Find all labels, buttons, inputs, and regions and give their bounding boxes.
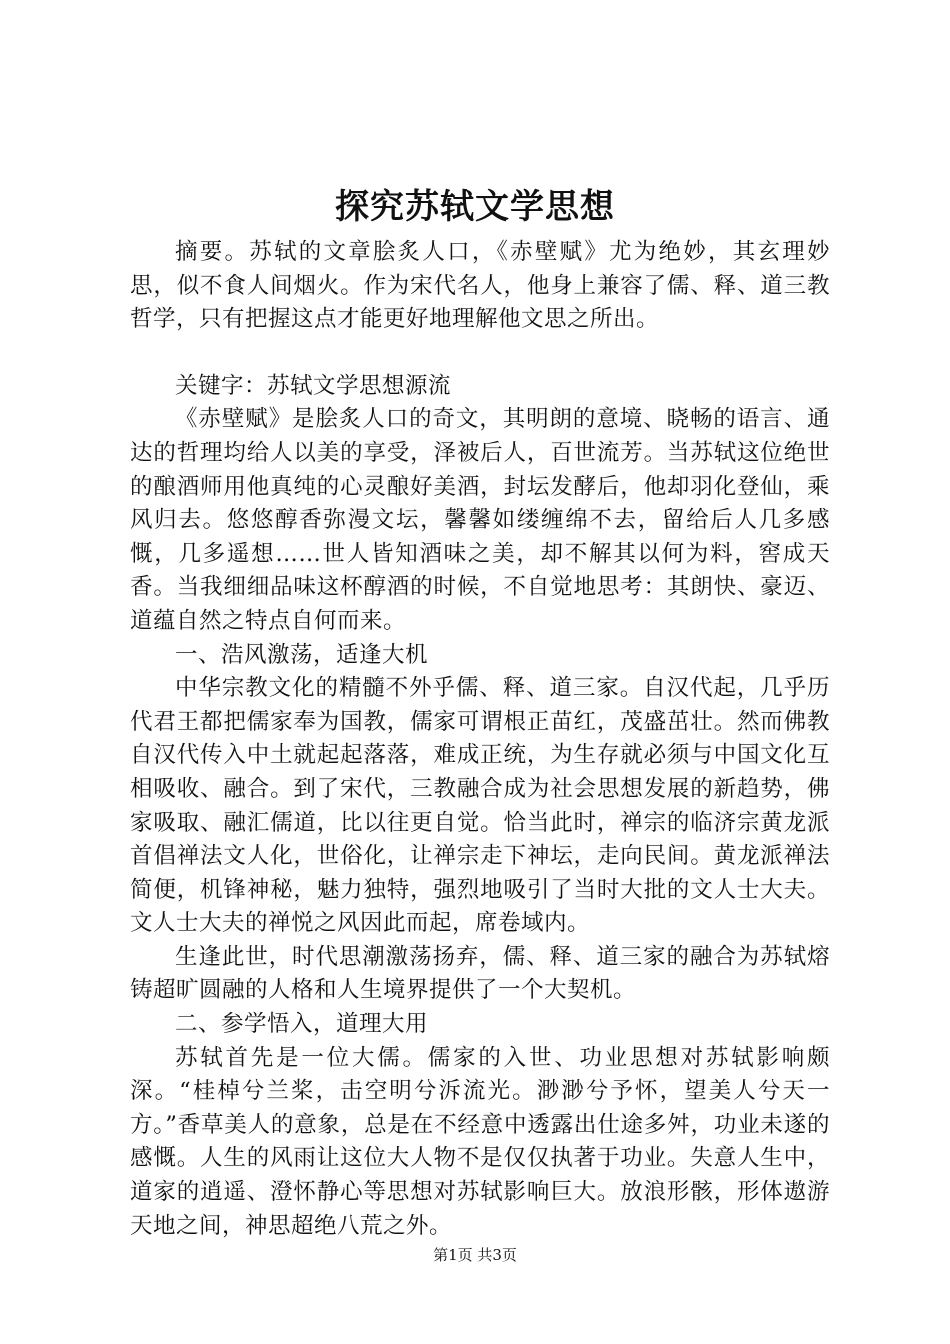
section-heading-1: 一、浩风激荡，适逢大机 xyxy=(175,641,429,668)
keywords-paragraph: 关键字：苏轼文学思想源流 xyxy=(175,372,452,399)
body-paragraph: 苏轼首先是一位大儒。儒家的入世、功业思想对苏轼影响颇深。“桂棹兮兰桨，击空明兮泝流光。渺渺兮予怀，望美人兮天一方。”香草美人的意象，总是在不经意中透露出仕途多舛，功业未遂的感慨。人生的风雨让这位大人物不是仅仅执著于功业。失意人生中，道家的逍遥、澄怀静心等思想对苏轼影响巨大。放浪形骸，形体遨游天地之间，神思超绝八荒之外。 xyxy=(130,1044,830,1239)
section-heading-2: 二、参学悟入，道理大用 xyxy=(175,1011,429,1038)
body-paragraph: 生逢此世，时代思潮激荡扬弃，儒、释、道三家的融合为苏轼熔铸超旷圆融的人格和人生境界提供了一个大契机。 xyxy=(130,943,830,1004)
document-body xyxy=(130,236,830,1243)
body-paragraph: 《赤壁赋》是脍炙人口的奇文，其明朗的意境、晓畅的语言、通达的哲理均给人以美的享受，泽被后人，百世流芳。当苏轼这位绝世的酿酒师用他真纯的心灵酿好美酒，封坛发酵后，他却羽化登仙，乘风归去。悠悠醇香弥漫文坛，馨馨如缕缠绵不去，留给后人几多感慨，几多遥想……世人皆知酒味之美，却不解其以何为料，窖成天香。当我细细品味这杯醇酒的时候，不自觉地思考：其朗快、豪迈、道蕴自然之特点自何而来。 xyxy=(130,406,830,634)
page-number-footer: 第1页 共3页 xyxy=(433,1246,517,1264)
abstract-paragraph: 摘要。苏轼的文章脍炙人口，《赤壁赋》尤为绝妙，其玄理妙思，似不食人间烟火。作为宋代名人，他身上兼容了儒、释、道三教哲学，只有把握这点才能更好地理解他文思之所出。 xyxy=(130,239,830,333)
document-title: 探究苏轼文学思想 xyxy=(335,187,615,227)
body-paragraph: 中华宗教文化的精髓不外乎儒、释、道三家。自汉代起，几乎历代君王都把儒家奉为国教，儒家可谓根正苗红，茂盛茁壮。然而佛教自汉代传入中土就起起落落，难成正统，为生存就必须与中国文化互相吸收、融合。到了宋代，三教融合成为社会思想发展的新趋势，佛家吸取、融汇儒道，比以往更自觉。恰当此时，禅宗的临济宗黄龙派首倡禅法文人化，世俗化，让禅宗走下神坛，走向民间。黄龙派禅法简便，机锋神秘，魅力独特，强烈地吸引了当时大批的文人士大夫。文人士大夫的禅悦之风因此而起，席卷域内。 xyxy=(130,675,830,937)
